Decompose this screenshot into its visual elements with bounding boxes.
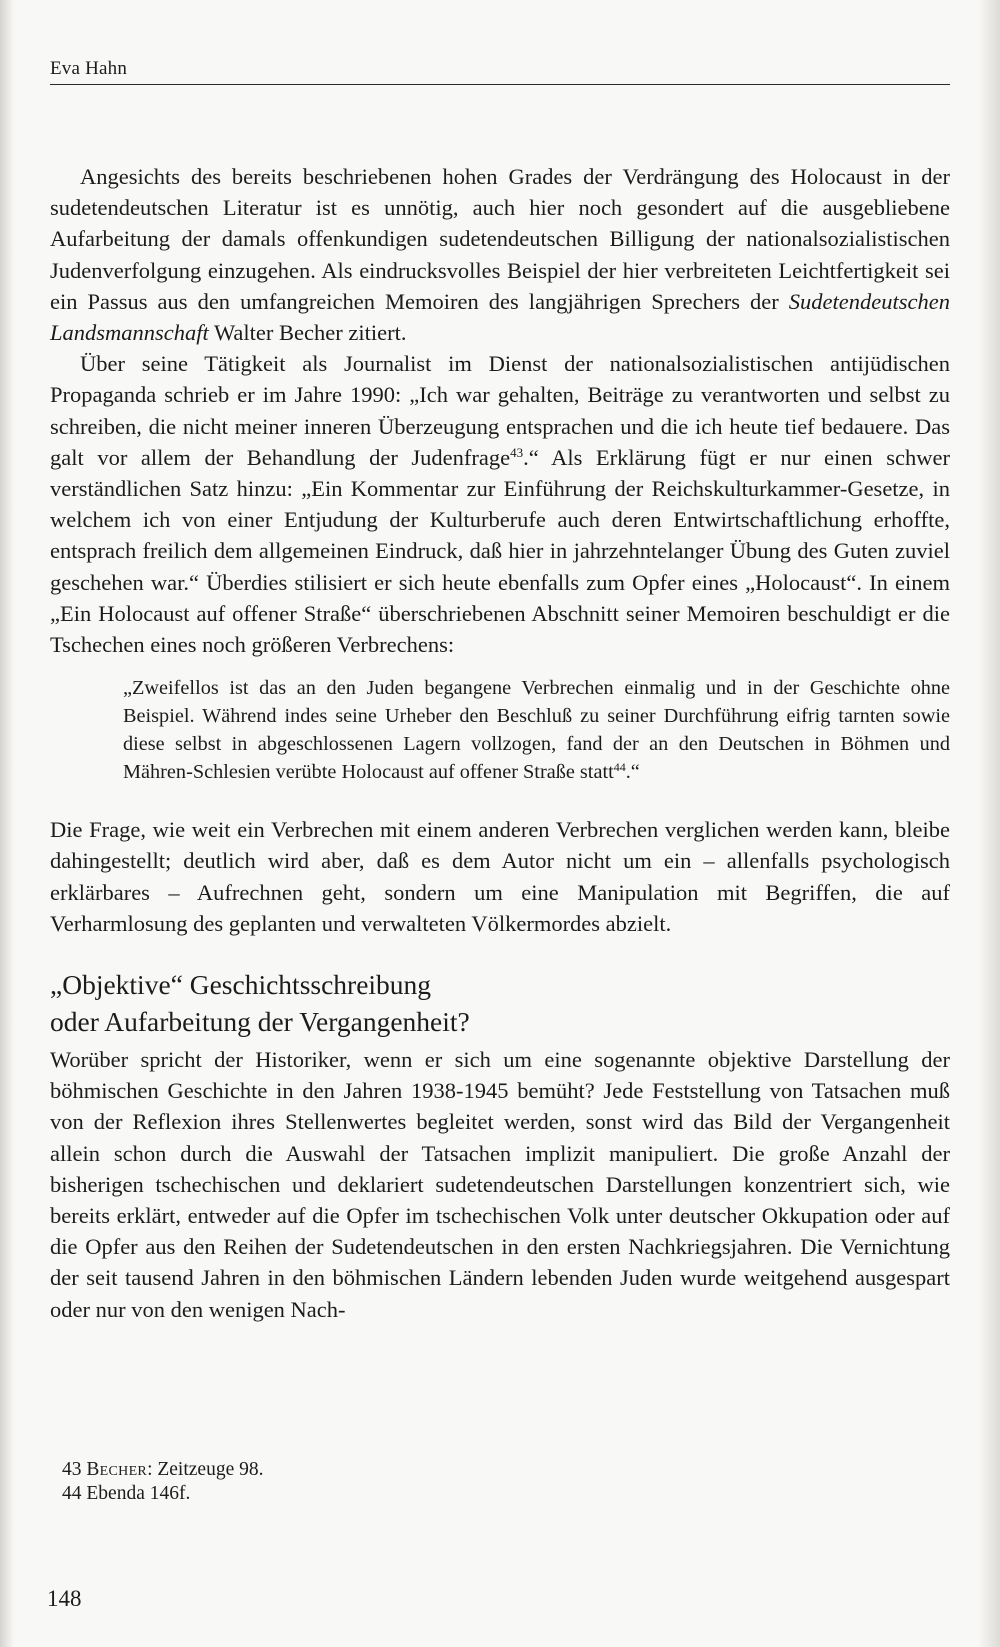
paragraph-2 — [50, 348, 950, 660]
organization-name-italic: Sudetendeutschen Landsmannschaft — [50, 288, 950, 346]
block-quote-text: „Zweifellos ist das an den Juden begangene Verbrechen einmalig und in der Geschichte ohne Beispiel. Während indes seine Urheber den Beschluß zu seiner Durchführung eifrig tarnten sowie diese selbst in abgeschlossenen Lagern vollzogen, fand der an den Deutschen in Böhmen und Mähren-Schlesien verübte Holocaust auf offener Straße statt — [123, 677, 950, 784]
running-head-author: Eva Hahn — [50, 58, 128, 79]
main-text — [50, 161, 950, 1325]
running-head — [50, 58, 950, 85]
footnote-ref-44[interactable]: 44 — [613, 760, 626, 775]
section-heading — [50, 966, 950, 1040]
footnote-author: Becher — [86, 1459, 148, 1480]
footnote-number: 43 — [62, 1459, 82, 1480]
paragraph-1-text: Angesichts des bereits beschriebenen hohen Grades der Verdrängung des Holocaust in der sudetendeutschen Literatur ist es unnötig, auch hier noch gesondert auf die ausgebliebene Aufarbeitung der damals offenkundigen sudetendeutschen Billigung der nationalsozialistischen Judenverfolgung einzugehen. Als eindrucksvolles Beispiel der hier verbreiteten Leichtfertigkeit sei ein Passus aus den umfangreichen Memoiren des langjährigen Sprechers der — [50, 164, 950, 314]
paragraph-2-text-a: Über seine Tätigkeit als Journalist im Dienst der nationalsozialistischen antijüdischen Propaganda schrieb er im Jahre 1990: „Ich war gehalten, Beiträge zu verantworten und selbst zu schreiben, die nicht meiner inneren Überzeugung entsprachen und die ich heute tief bedauere. Das galt vor allem der Behandlung der Judenfrage — [50, 351, 950, 470]
section-heading-line-1: „Objektive“ Geschichtsschreibung — [50, 969, 432, 1001]
footnote-43 — [62, 1458, 762, 1482]
paragraph-1-end: Walter Becher zitiert. — [208, 320, 407, 346]
paragraph-1 — [50, 161, 950, 348]
footnote-44 — [62, 1482, 762, 1506]
paragraph-2-text-b: .“ Als Erklärung fügt er nur einen schwer verständlichen Satz hinzu: „Ein Kommentar zur Einführung der Reichskulturkammer-Gesetze, in welchem ich von einer Entjudung der Kulturberufe auch deren Entwirtschaftlichung erhoffte, entsprach freilich dem allgemeinen Eindruck, daß hier in jahrzehntelanger Übung des Guten zuviel geschehen war.“ Überdies stilisiert er sich heute ebenfalls zum Opfer eines „Holocaust“. In einem „Ein Holocaust auf offener Straße“ überschriebenen Abschnitt seiner Memoiren beschuldigt er die Tschechen eines noch größeren Verbrechens: — [50, 444, 950, 658]
paragraph-3: Die Frage, wie weit ein Verbrechen mit einem anderen Verbrechen verglichen werden kann, bleibe dahingestellt; deutlich wird aber, daß es dem Autor nicht um ein – allenfalls psychologisch erklärbares – Aufrechnen geht, sondern um eine Manipulation mit Begriffen, die auf Verharmlosung des geplanten und verwalteten Völkermordes abzielt. — [50, 817, 950, 936]
footnotes — [62, 1458, 762, 1506]
footnote-text: Ebenda 146f. — [86, 1483, 191, 1504]
footnote-ref-43[interactable]: 43 — [510, 444, 524, 460]
paragraph-4: Worüber spricht der Historiker, wenn er sich um eine sogenannte objektive Darstellung der böhmischen Geschichte in den Jahren 1938-1945 bemüht? Jede Feststellung von Tatsachen muß von der Reflexion ihres Stellenwertes begleitet werden, sonst wird das Bild der Vergangenheit allein schon durch die Auswahl der Tatsachen implizit manipuliert. Die große Anzahl der bisherigen tschechischen und deklariert sudetendeutschen Darstellungen konzentriert sich, wie bereits erklärt, entweder auf die Opfer im tschechischen Volk unter deutscher Okkupation oder auf die Opfer aus den Reihen der Sudetendeutschen in den ersten Nachkriegsjahren. Die Vernichtung der seit tausend Jahren in den böhmischen Ländern lebenden Juden wurde weitgehend ausgespart oder nur von den wenigen Nach- — [50, 1047, 950, 1322]
block-quote-end: .“ — [625, 761, 640, 784]
block-quote — [123, 674, 950, 786]
footnote-number: 44 — [62, 1483, 82, 1504]
footnote-text: : Zeitzeuge 98. — [147, 1459, 264, 1480]
page-number: 148 — [47, 1586, 82, 1611]
section-heading-line-2: oder Aufarbeitung der Vergangenheit? — [50, 1006, 470, 1038]
